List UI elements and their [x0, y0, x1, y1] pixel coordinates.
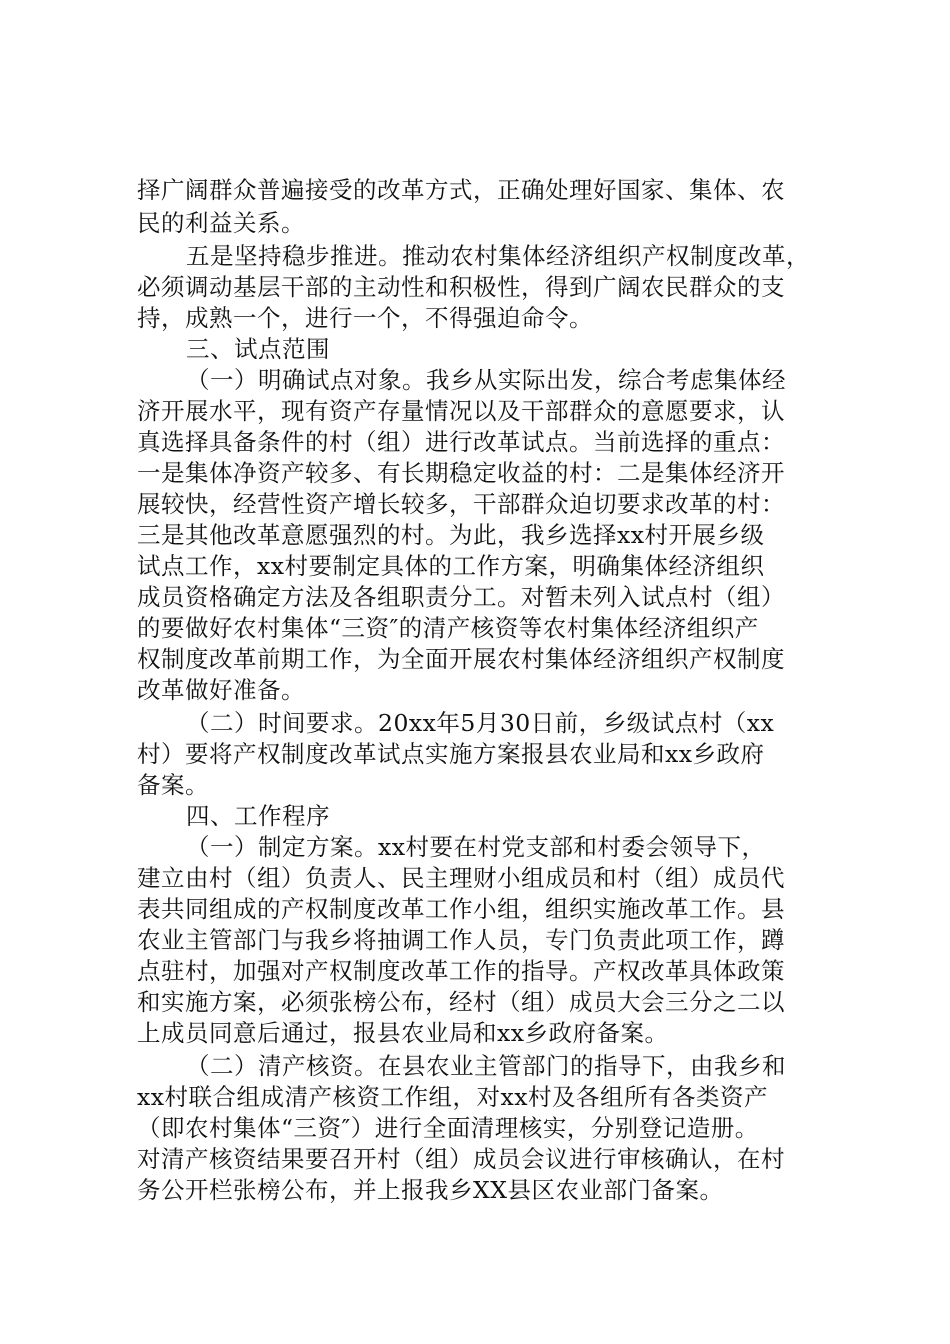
text-line: 对清产核资结果要召开村（组）成员会议进行审核确认，在村: [137, 1145, 785, 1173]
text-line: 上成员同意后通过，报县农业局和xx乡政府备案。: [137, 1019, 669, 1047]
text-line: 五是坚持稳步推进。推动农村集体经济组织产权制度改革，: [186, 242, 810, 270]
text-line: 和实施方案，必须张榜公布，经村（组）成员大会三分之二以: [137, 988, 785, 1016]
text-line: 持，成熟一个，进行一个，不得强迫命令。: [137, 304, 593, 332]
text-line: 试点工作，xx村要制定具体的工作方案，明确集体经济组织: [137, 552, 765, 580]
text-line: （二）清产核资。在县农业主管部门的指导下，由我乡和: [186, 1052, 786, 1080]
text-line: 民的利益关系。: [137, 209, 305, 237]
text-line: 点驻村，加强对产权制度改革工作的指导。产权改革具体政策: [137, 957, 785, 985]
text-line: 村）要将产权制度改革试点实施方案报县农业局和xx乡政府: [137, 740, 765, 768]
text-line: 权制度改革前期工作，为全面开展农村集体经济组织产权制度: [137, 645, 785, 673]
section-heading: 四、工作程序: [186, 802, 330, 830]
text-line: 务公开栏张榜公布，并上报我乡XX县区农业部门备案。: [137, 1176, 724, 1204]
text-line: 成员资格确定方法及各组职责分工。对暂未列入试点村（组）: [137, 583, 785, 611]
text-line: 真选择具备条件的村（组）进行改革试点。当前选择的重点：: [137, 428, 785, 456]
text-line: 必须调动基层干部的主动性和积极性，得到广阔农民群众的支: [137, 273, 785, 301]
text-line: 表共同组成的产权制度改革工作小组，组织实施改革工作。县: [137, 895, 785, 923]
text-line: （二）时间要求。20xx年5月30日前，乡级试点村（xx: [186, 709, 775, 737]
text-line: 的要做好农村集体“三资″的清产核资等农村集体经济组织产: [137, 614, 759, 642]
text-line: 农业主管部门与我乡将抽调工作人员，专门负责此项工作，蹲: [137, 926, 785, 954]
text-line: 一是集体净资产较多、有长期稳定收益的村：二是集体经济开: [137, 459, 785, 487]
text-line: （即农村集体“三资″）进行全面清理核实，分别登记造册。: [137, 1114, 759, 1142]
text-line: 改革做好准备。: [137, 676, 305, 704]
text-line: 建立由村（组）负责人、民主理财小组成员和村（组）成员代: [137, 864, 785, 892]
text-line: 备案。: [137, 771, 209, 799]
text-line: 展较快，经营性资产增长较多，干部群众迫切要求改革的村：: [137, 490, 785, 518]
text-line: （一）明确试点对象。我乡从实际出发，综合考虑集体经: [186, 366, 786, 394]
section-heading: 三、试点范围: [186, 335, 330, 363]
text-line: xx村联合组成清产核资工作组，对xx村及各组所有各类资产: [137, 1083, 769, 1111]
text-line: 择广阔群众普遍接受的改革方式，正确处理好国家、集体、农: [137, 176, 785, 204]
text-line: （一）制定方案。xx村要在村党支部和村委会领导下，: [186, 833, 766, 861]
text-line: 三是其他改革意愿强烈的村。为此，我乡选择xx村开展乡级: [137, 521, 765, 549]
text-line: 济开展水平，现有资产存量情况以及干部群众的意愿要求，认: [137, 397, 785, 425]
